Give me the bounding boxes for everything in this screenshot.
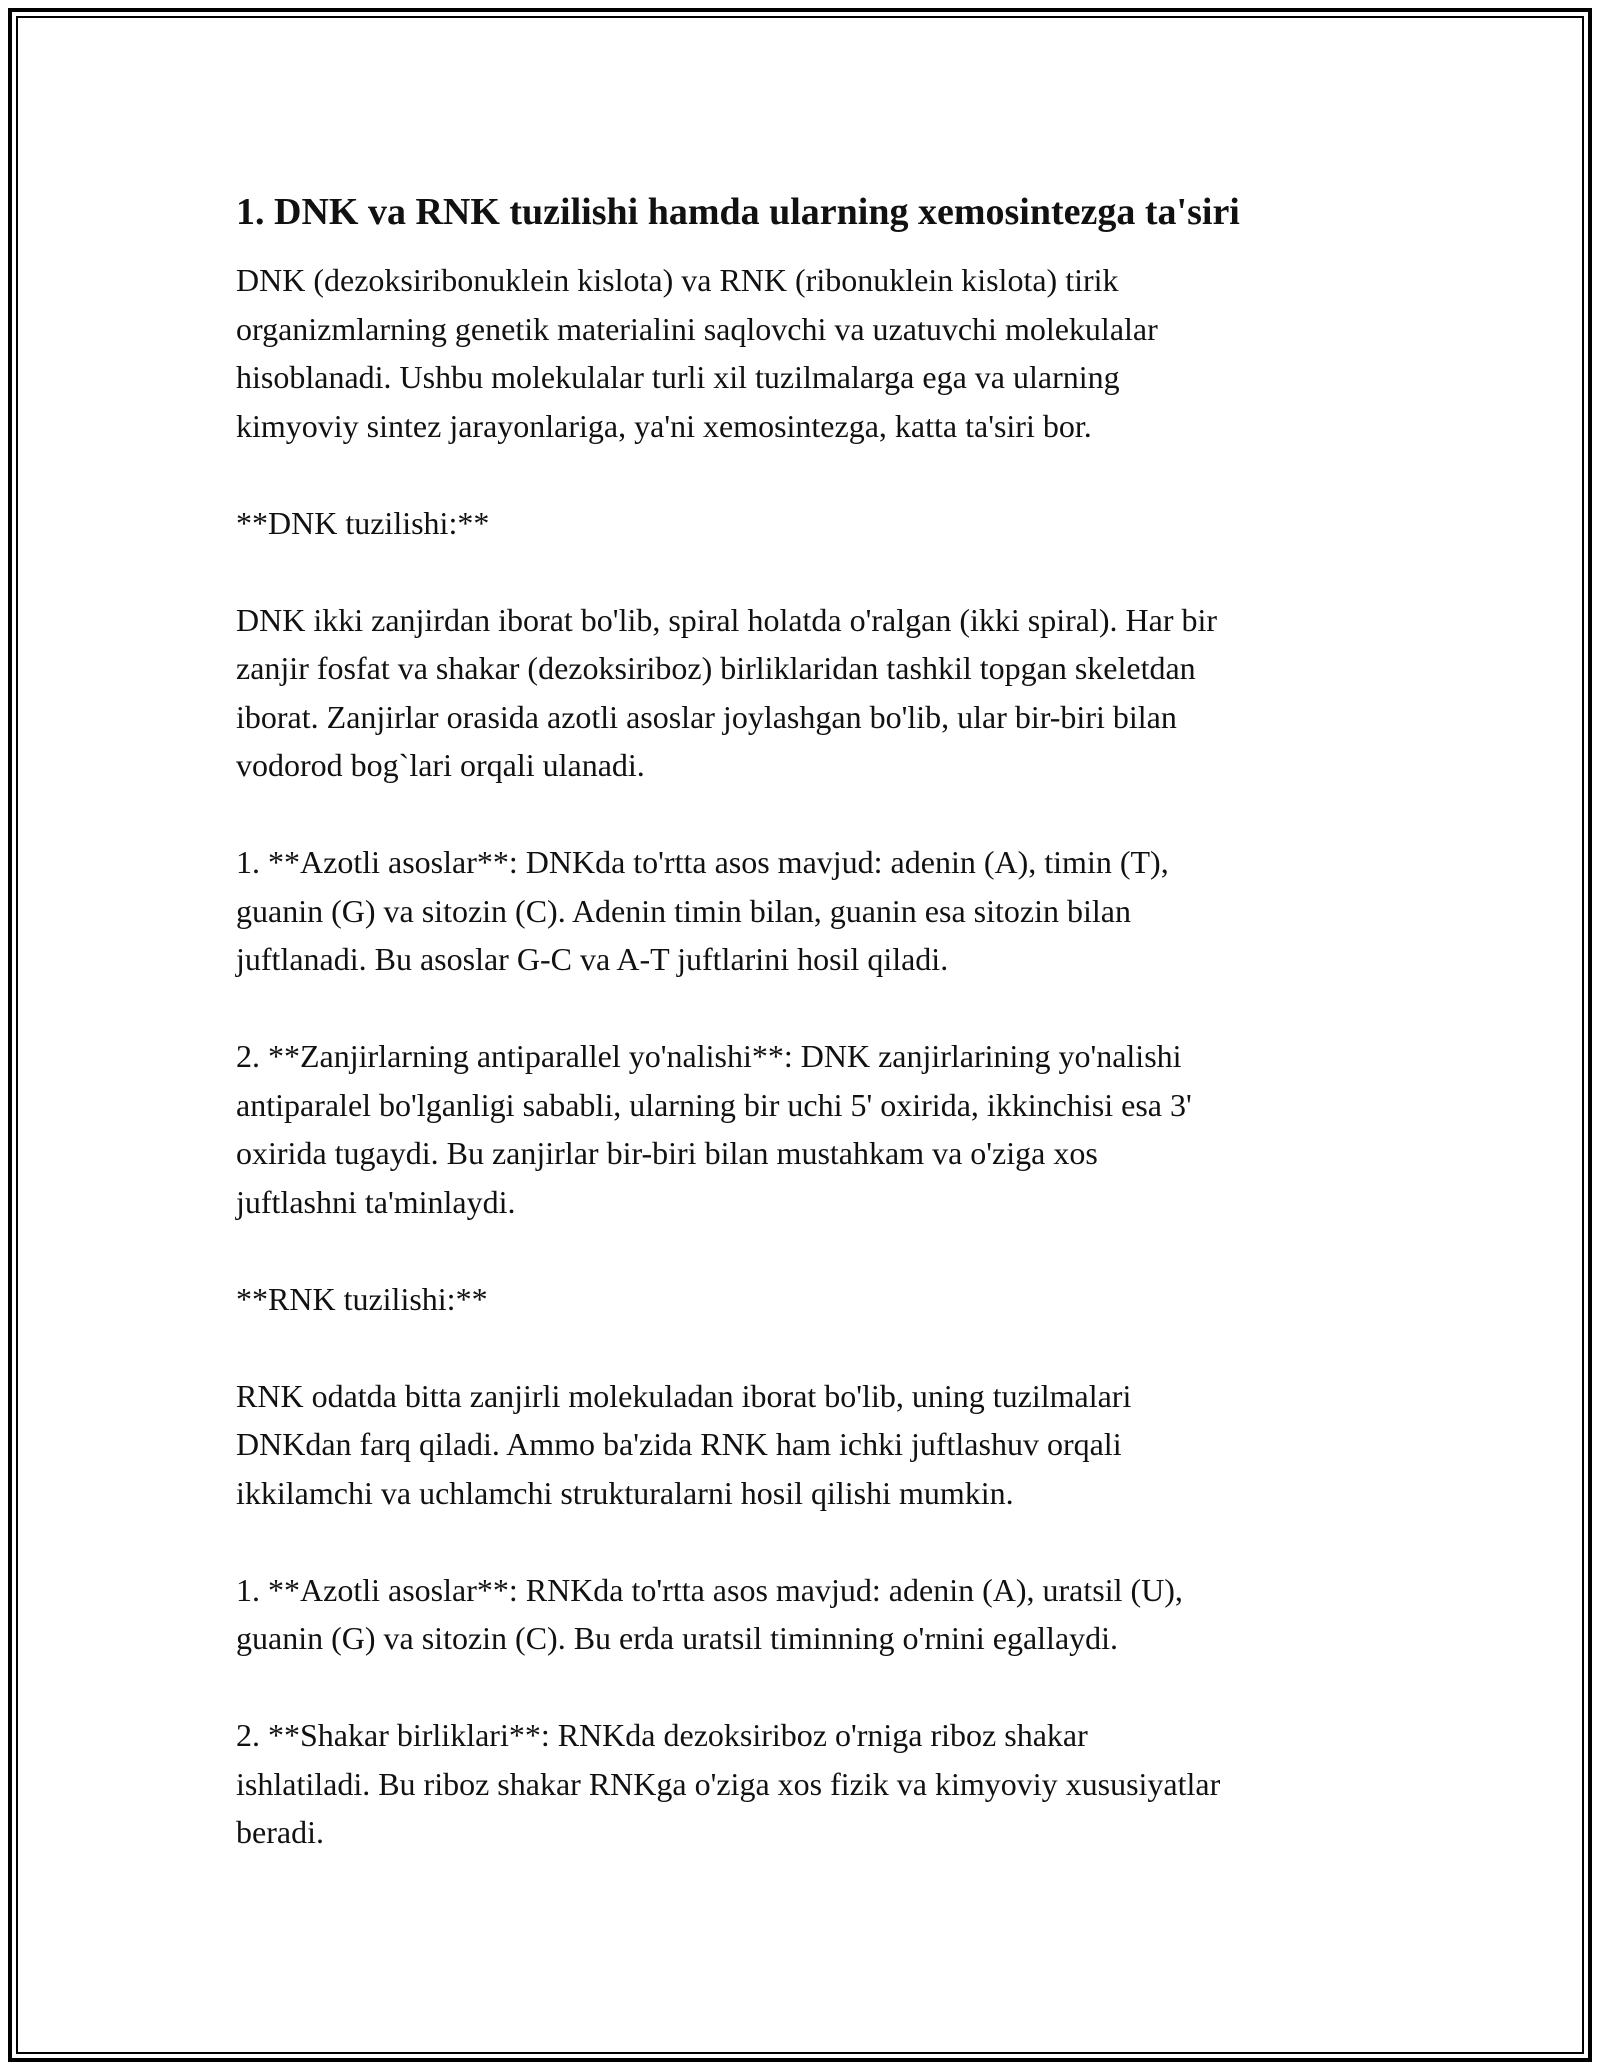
document-title: 1. DNK va RNK tuzilishi hamda ularning xemosintezga ta'siri	[236, 191, 1240, 233]
paragraph-rnk-description: RNK odatda bitta zanjirli molekuladan iborat bo'lib, uning tuzilmalari DNKdan farq qiladi. Ammo ba'zida RNK ham ichki juftlashuv orqali ikkilamchi va uchlamchi strukturalarni hosil qilishi mumkin.	[236, 1377, 1132, 1511]
heading-dnk-structure: **DNK tuzilishi:**	[236, 504, 490, 541]
paragraph-dnk-description: DNK ikki zanjirdan iborat bo'lib, spiral holatda o'ralgan (ikki spiral). Har bir zanjir fosfat va shakar (dezoksiriboz) birliklaridan tashkil topgan skeletdan iborat. Zanjirlar orasida azotli asoslar joylashgan bo'lib, ular bir-biri bilan vodorod bog`lari orqali ulanadi.	[236, 601, 1218, 783]
list-item-rnk-bases: 1. **Azotli asoslar**: RNKda to'rtta asos mavjud: adenin (A), uratsil (U), guanin (G) va sitozin (C). Bu erda uratsil timinning o'rnini egallaydi.	[236, 1571, 1183, 1656]
list-item-rnk-sugar: 2. **Shakar birliklari**: RNKda dezoksiriboz o'rniga riboz shakar ishlatiladi. Bu riboz shakar RNKga o'ziga xos fizik va kimyoviy xususiyatlar beradi.	[236, 1717, 1221, 1850]
heading-rnk-structure: **RNK tuzilishi:**	[236, 1280, 488, 1317]
list-item-dnk-antiparallel: 2. **Zanjirlarning antiparallel yo'nalishi**: DNK zanjirlarining yo'nalishi antiparalel bo'lganligi sababli, ularning bir uchi 5' oxirida, ikkinchisi esa 3' oxirida tugaydi. Bu zanjirlar bir-biri bilan mustahkam va o'ziga xos juftlashni ta'minlaydi.	[236, 1038, 1192, 1220]
document-body	[236, 186, 1386, 1905]
paragraph-intro: DNK (dezoksiribonuklein kislota) va RNK (ribonuklein kislota) tirik organizmlarning genetik materialini saqlovchi va uzatuvchi molekulalar hisoblanadi. Ushbu molekulalar turli xil tuzilmalarga ega va ularning kimyoviy sintez jarayonlariga, ya'ni xemosintezga, katta ta'siri bor.	[236, 262, 1158, 444]
list-item-dnk-bases: 1. **Azotli asoslar**: DNKda to'rtta asos mavjud: adenin (A), timin (T), guanin (G) va sitozin (C). Adenin timin bilan, guanin esa sitozin bilan juftlanadi. Bu asoslar G-C va A-T juftlarini hosil qiladi.	[236, 844, 1169, 977]
